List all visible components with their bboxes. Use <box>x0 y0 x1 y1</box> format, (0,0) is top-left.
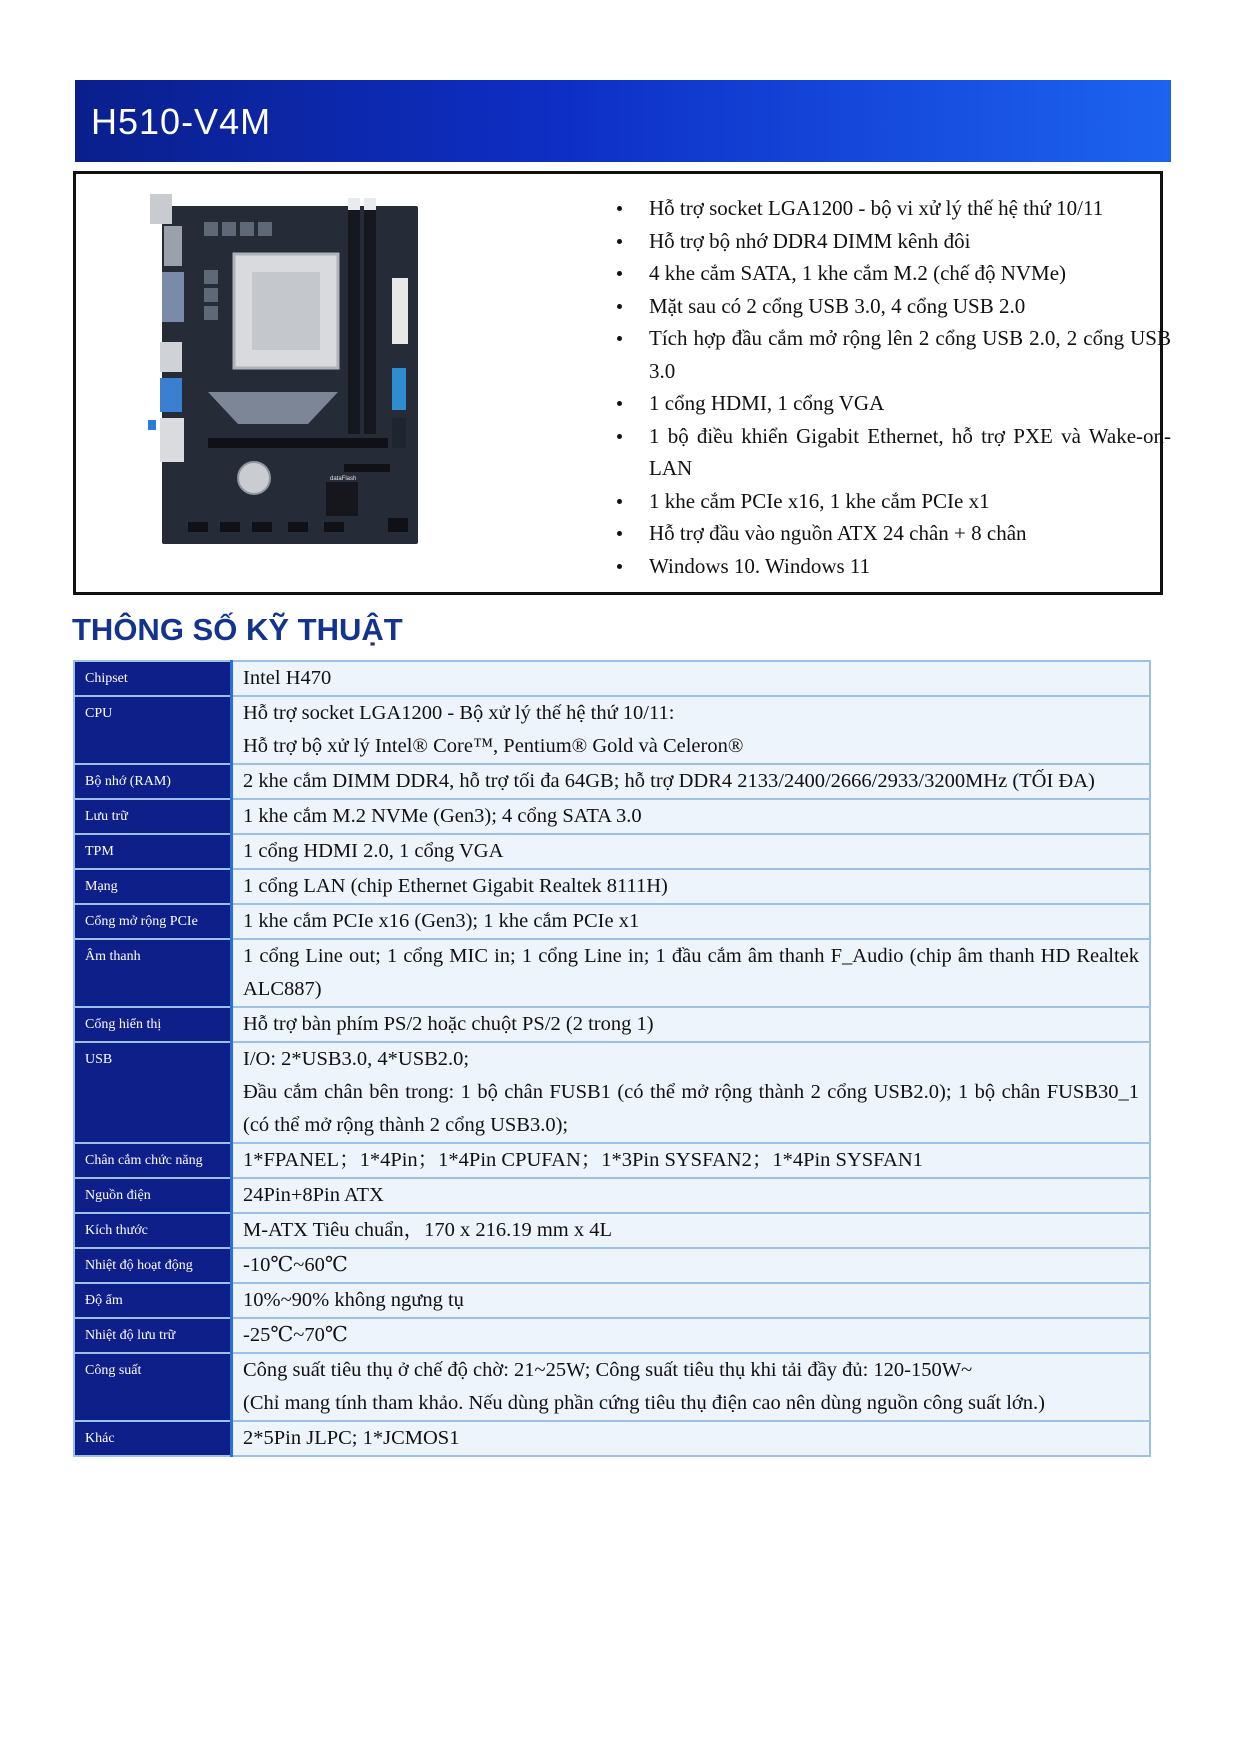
feature-item: 1 cổng HDMI, 1 cổng VGA <box>591 387 1171 420</box>
spec-value <box>232 1007 1151 1042</box>
spec-row <box>74 696 1150 764</box>
motherboard-image <box>148 192 432 552</box>
spec-value-line: Hỗ trợ bộ xử lý Intel® Core™, Pentium® Gold và Celeron® <box>243 735 744 757</box>
spec-table <box>73 660 1151 1457</box>
feature-item: Hỗ trợ socket LGA1200 - bộ vi xử lý thế hệ thứ 10/11 <box>591 192 1171 225</box>
board-brand-label: dataFlash <box>330 476 357 482</box>
feature-item: Tích hợp đầu cắm mở rộng lên 2 cổng USB 2.0, 2 cổng USB 3.0 <box>591 322 1171 387</box>
spec-value-line: 2 khe cắm DIMM DDR4, hỗ trợ tối đa 64GB; hỗ trợ DDR4 2133/2400/2666/2933/3200MHz (TỐI ĐA) <box>243 770 1095 792</box>
spec-value-line: -25℃~70℃ <box>243 1324 348 1346</box>
spec-value <box>232 1353 1151 1421</box>
spec-row <box>74 799 1150 834</box>
spec-value <box>232 1213 1151 1248</box>
spec-label: Cổng hiển thị <box>74 1007 232 1042</box>
spec-value-line: Intel H470 <box>243 667 332 689</box>
spec-row <box>74 869 1150 904</box>
spec-value <box>232 1042 1151 1143</box>
spec-row <box>74 1178 1150 1213</box>
feature-item: 1 khe cắm PCIe x16, 1 khe cắm PCIe x1 <box>591 485 1171 518</box>
spec-label: Nguồn điện <box>74 1178 232 1213</box>
spec-value <box>232 869 1151 904</box>
spec-label: Cổng mở rộng PCIe <box>74 904 232 939</box>
spec-value-line: 10%~90% không ngưng tụ <box>243 1289 464 1311</box>
spec-label: Mạng <box>74 869 232 904</box>
spec-value-line: 1 khe cắm M.2 NVMe (Gen3); 4 cổng SATA 3.0 <box>243 805 642 827</box>
spec-label: Công suất <box>74 1353 232 1421</box>
spec-value <box>232 799 1151 834</box>
spec-label: TPM <box>74 834 232 869</box>
spec-label: USB <box>74 1042 232 1143</box>
spec-value-line: 24Pin+8Pin ATX <box>243 1184 384 1206</box>
spec-value <box>232 1143 1151 1178</box>
feature-item: Mặt sau có 2 cổng USB 3.0, 4 cổng USB 2.0 <box>591 290 1171 323</box>
spec-row <box>74 1042 1150 1143</box>
spec-row <box>74 1143 1150 1178</box>
spec-value <box>232 1178 1151 1213</box>
spec-label: Âm thanh <box>74 939 232 1007</box>
feature-item: 4 khe cắm SATA, 1 khe cắm M.2 (chế độ NVMe) <box>591 257 1171 290</box>
spec-label: Nhiệt độ lưu trữ <box>74 1318 232 1353</box>
spec-value <box>232 939 1151 1007</box>
spec-label: Chân cắm chức năng <box>74 1143 232 1178</box>
spec-value-line: Hỗ trợ bàn phím PS/2 hoặc chuột PS/2 (2 trong 1) <box>243 1013 654 1035</box>
spec-value <box>232 696 1151 764</box>
spec-value-line: M-ATX Tiêu chuẩn，170 x 216.19 mm x 4L <box>243 1219 612 1241</box>
spec-row <box>74 1421 1150 1456</box>
spec-label: Độ ẩm <box>74 1283 232 1318</box>
spec-heading: THÔNG SỐ KỸ THUẬT <box>72 612 403 647</box>
product-title-bar <box>75 80 1171 162</box>
spec-value-line: 1 cổng LAN (chip Ethernet Gigabit Realtek 8111H) <box>243 875 668 897</box>
spec-value <box>232 1318 1151 1353</box>
spec-row <box>74 764 1150 799</box>
spec-value-line: 2*5Pin JLPC; 1*JCMOS1 <box>243 1427 460 1449</box>
spec-value <box>232 904 1151 939</box>
spec-row <box>74 1318 1150 1353</box>
spec-row <box>74 661 1150 696</box>
spec-label: Kích thước <box>74 1213 232 1248</box>
feature-item: Windows 10. Windows 11 <box>591 550 1171 583</box>
spec-value <box>232 661 1151 696</box>
feature-item: Hỗ trợ bộ nhớ DDR4 DIMM kênh đôi <box>591 225 1171 258</box>
spec-label: Lưu trữ <box>74 799 232 834</box>
spec-value-line: Hỗ trợ socket LGA1200 - Bộ xử lý thế hệ thứ 10/11: <box>243 702 675 724</box>
spec-value-line: I/O: 2*USB3.0, 4*USB2.0; <box>243 1048 470 1070</box>
spec-row <box>74 939 1150 1007</box>
spec-value <box>232 1283 1151 1318</box>
feature-item: Hỗ trợ đầu vào nguồn ATX 24 chân + 8 chân <box>591 517 1171 550</box>
spec-value <box>232 1248 1151 1283</box>
spec-value-line: 1 cổng HDMI 2.0, 1 cổng VGA <box>243 840 504 862</box>
spec-label: CPU <box>74 696 232 764</box>
spec-row <box>74 1283 1150 1318</box>
feature-item: 1 bộ điều khiển Gigabit Ethernet, hỗ trợ PXE và Wake-on-LAN <box>591 420 1171 485</box>
spec-label: Chipset <box>74 661 232 696</box>
spec-label: Nhiệt độ hoạt động <box>74 1248 232 1283</box>
spec-row <box>74 904 1150 939</box>
product-title: H510-V4M <box>91 101 272 142</box>
spec-value <box>232 834 1151 869</box>
spec-value-line: 1 cổng Line out; 1 cổng MIC in; 1 cổng Line in; 1 đầu cắm âm thanh F_Audio (chip âm thanh HD Realtek ALC887) <box>243 945 1139 1000</box>
spec-row <box>74 834 1150 869</box>
spec-value <box>232 1421 1151 1456</box>
feature-box <box>73 171 1171 595</box>
spec-label: Khác <box>74 1421 232 1456</box>
spec-value-line: (Chỉ mang tính tham khảo. Nếu dùng phần cứng tiêu thụ điện cao nên dùng nguồn công suất lớn.) <box>243 1392 1045 1414</box>
spec-value-line: Đầu cắm chân bên trong: 1 bộ chân FUSB1 (có thể mở rộng thành 2 cổng USB2.0); 1 bộ chân FUSB30_1 (có thể mở rộng thành 2 cổng USB3.0); <box>243 1081 1139 1136</box>
spec-value <box>232 764 1151 799</box>
spec-value-line: 1 khe cắm PCIe x16 (Gen3); 1 khe cắm PCIe x1 <box>243 910 640 932</box>
spec-value-line: 1*FPANEL；1*4Pin；1*4Pin CPUFAN；1*3Pin SYSFAN2；1*4Pin SYSFAN1 <box>243 1149 923 1171</box>
spec-value-line: Công suất tiêu thụ ở chế độ chờ: 21~25W; Công suất tiêu thụ khi tải đầy đủ: 120-150W~ <box>243 1359 973 1381</box>
spec-label: Bộ nhớ (RAM) <box>74 764 232 799</box>
spec-row <box>74 1353 1150 1421</box>
spec-row <box>74 1007 1150 1042</box>
spec-row <box>74 1248 1150 1283</box>
spec-row <box>74 1213 1150 1248</box>
spec-value-line: -10℃~60℃ <box>243 1254 348 1276</box>
feature-list <box>591 192 1171 582</box>
